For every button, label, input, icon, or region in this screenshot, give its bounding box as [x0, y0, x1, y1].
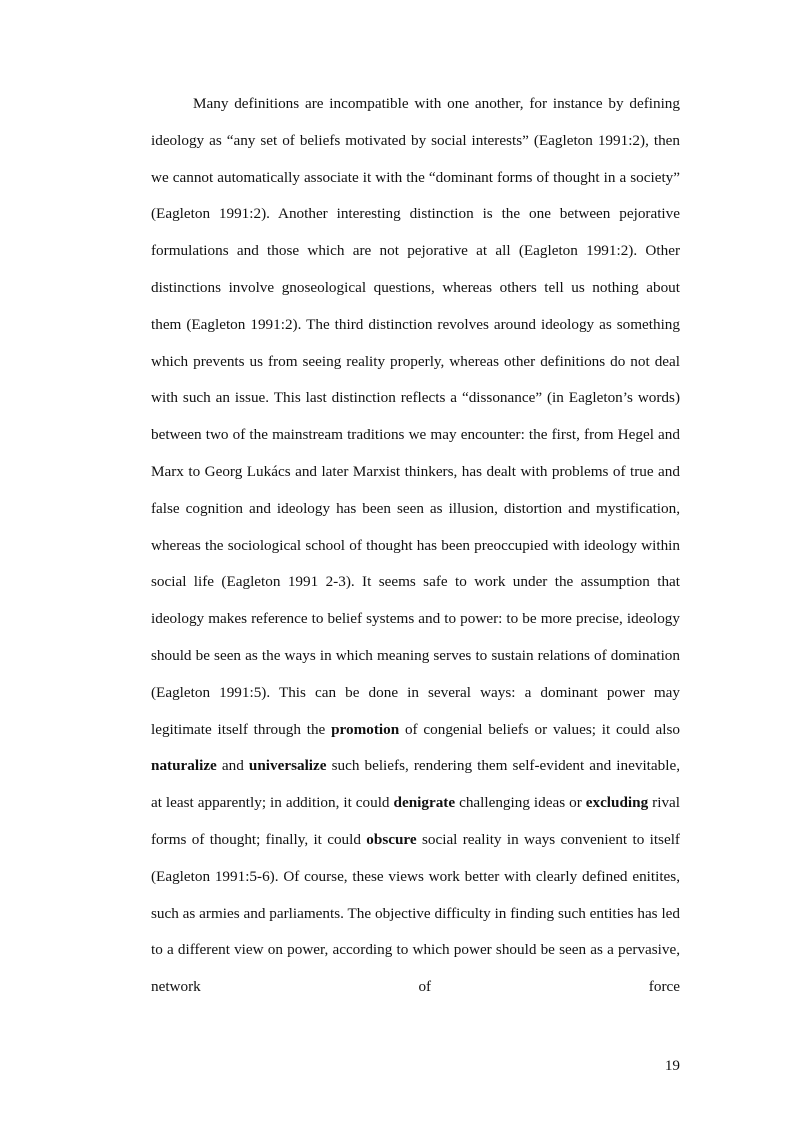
text-run: of congenial beliefs or values; it could also	[399, 720, 680, 738]
text-run: and	[216, 757, 249, 775]
body-paragraph	[151, 86, 680, 1006]
text-run: such beliefs, rendering them self-evident and inevitable, at least apparently; in addition, it could	[151, 757, 680, 812]
bold-term-excluding: excluding	[585, 794, 649, 812]
text-run: challenging ideas or	[455, 794, 586, 812]
bold-term-obscure: obscure	[366, 830, 417, 848]
bold-term-promotion: promotion	[331, 720, 400, 738]
text-run: social reality in ways convenient to itself (Eagleton 1991:5-6). Of course, these views work better with clearly defined enitites, such as armies and parliaments. The objective difficulty in finding such entities has led to a different view on power, according to which power should be seen as a pervasive, network of force	[151, 830, 680, 996]
page-number: 19	[664, 1057, 680, 1074]
bold-term-denigrate: denigrate	[393, 794, 456, 812]
bold-term-naturalize: naturalize	[151, 757, 217, 775]
text-run: Many definitions are incompatible with one another, for instance by defining ideology as “any set of beliefs motivated by social interests” (Eagleton 1991:2), then we cannot automatically associate it with the “dominant forms of thought in a society” (Eagleton 1991:2). Another interesting distinction is the one between pejorative formulations and those which are not pejorative at all (Eagleton 1991:2). Other distinctions involve gnoseological questions, whereas others tell us nothing about them (Eagleton 1991:2). The third distinction revolves around ideology as something which prevents us from seeing reality properly, whereas other definitions do not deal with such an issue. This last distinction reflects a “dissonance” (in Eagleton’s words) between two of the mainstream traditions we may encounter: the first, from Hegel and Marx to Georg Lukács and later Marxist thinkers, has dealt with problems of true and false cognition and ideology has been seen as illusion, distortion and mystification, whereas the sociological school of thought has been preoccupied with ideology within social life (Eagleton 1991 2-3). It seems safe to work under the assumption that ideology makes reference to belief systems and to power: to be more precise, ideology should be seen as the ways in which meaning serves to sustain relations of domination (Eagleton 1991:5). This can be done in several ways: a dominant power may legitimate itself through the	[151, 95, 680, 738]
bold-term-universalize: universalize	[248, 757, 327, 775]
text-run: rival forms of thought; finally, it could	[151, 794, 680, 848]
